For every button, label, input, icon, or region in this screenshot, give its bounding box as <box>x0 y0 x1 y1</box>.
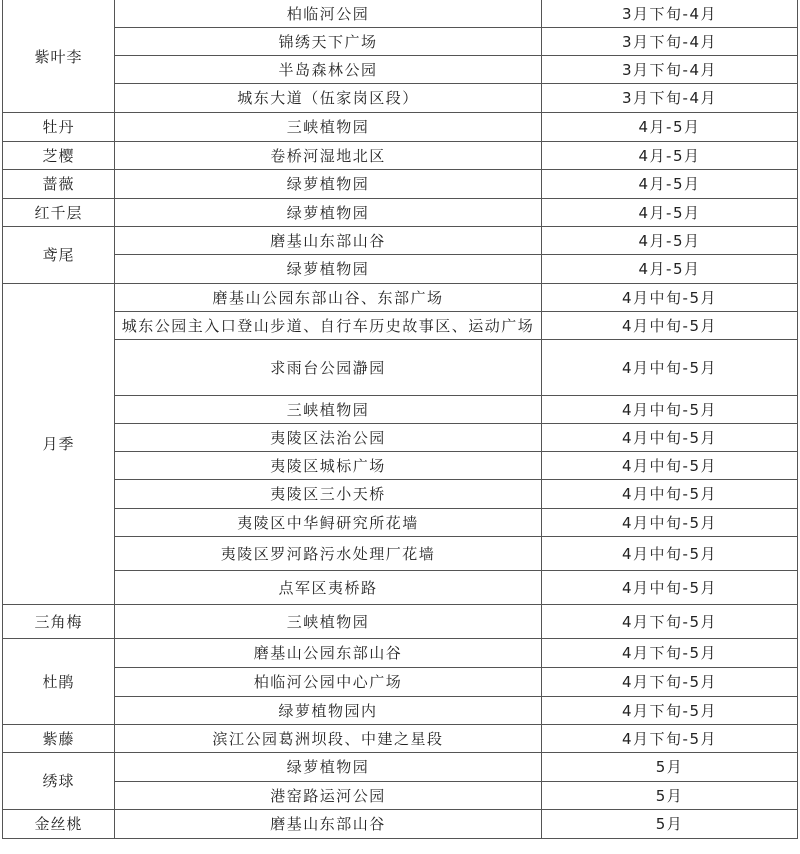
bloom-period-cell: 4月-5月 <box>542 255 798 284</box>
bloom-period-cell: 4月中旬-5月 <box>542 480 798 509</box>
bloom-period-cell: 4月中旬-5月 <box>542 537 798 571</box>
location-cell: 城东大道（伍家岗区段） <box>115 84 542 113</box>
bloom-period-cell: 4月中旬-5月 <box>542 284 798 312</box>
bloom-period-cell: 4月下旬-5月 <box>542 668 798 697</box>
location-cell: 锦绣天下广场 <box>115 28 542 56</box>
flower-name-cell: 绣球 <box>3 753 115 810</box>
location-cell: 柏临河公园中心广场 <box>115 668 542 697</box>
bloom-period-cell: 3月下旬-4月 <box>542 1 798 28</box>
flower-name-cell: 芝樱 <box>3 142 115 170</box>
table-row <box>3 605 798 639</box>
table-row <box>3 84 798 113</box>
flower-name-cell: 紫叶李 <box>3 1 115 113</box>
flower-name-cell: 紫藤 <box>3 725 115 753</box>
bloom-period-cell: 4月-5月 <box>542 113 798 142</box>
location-cell: 绿萝植物园 <box>115 199 542 227</box>
bloom-period-cell: 5月 <box>542 753 798 782</box>
location-cell: 夷陵区罗河路污水处理厂花墙 <box>115 537 542 571</box>
location-cell: 半岛森林公园 <box>115 56 542 84</box>
table-row <box>3 725 798 753</box>
location-cell: 港窑路运河公园 <box>115 782 542 810</box>
table-row <box>3 509 798 537</box>
location-cell: 三峡植物园 <box>115 396 542 424</box>
location-cell: 磨基山公园东部山谷 <box>115 639 542 668</box>
table-row <box>3 170 798 199</box>
table-row <box>3 480 798 509</box>
flower-name-cell: 鸢尾 <box>3 227 115 284</box>
table-row <box>3 782 798 810</box>
bloom-period-cell: 4月中旬-5月 <box>542 340 798 396</box>
bloom-period-cell: 4月下旬-5月 <box>542 639 798 668</box>
location-cell: 夷陵区中华鲟研究所花墙 <box>115 509 542 537</box>
flower-name-cell: 三角梅 <box>3 605 115 639</box>
bloom-period-cell: 4月中旬-5月 <box>542 396 798 424</box>
bloom-period-cell: 5月 <box>542 782 798 810</box>
bloom-period-cell: 5月 <box>542 810 798 839</box>
table-row <box>3 396 798 424</box>
table-row <box>3 28 798 56</box>
location-cell: 磨基山公园东部山谷、东部广场 <box>115 284 542 312</box>
table-row <box>3 639 798 668</box>
table-row <box>3 697 798 725</box>
bloom-period-cell: 4月中旬-5月 <box>542 452 798 480</box>
table-body <box>3 1 798 839</box>
bloom-period-cell: 4月下旬-5月 <box>542 725 798 753</box>
table-row <box>3 255 798 284</box>
location-cell: 夷陵区法治公园 <box>115 424 542 452</box>
bloom-period-cell: 4月中旬-5月 <box>542 509 798 537</box>
bloom-period-cell: 3月下旬-4月 <box>542 28 798 56</box>
table-row <box>3 753 798 782</box>
bloom-period-cell: 4月-5月 <box>542 170 798 199</box>
flower-name-cell: 月季 <box>3 284 115 605</box>
table-row <box>3 284 798 312</box>
table-row <box>3 452 798 480</box>
location-cell: 柏临河公园 <box>115 1 542 28</box>
table-row <box>3 424 798 452</box>
table-row <box>3 668 798 697</box>
table-row <box>3 340 798 396</box>
location-cell: 三峡植物园 <box>115 605 542 639</box>
location-cell: 滨江公园葛洲坝段、中建之星段 <box>115 725 542 753</box>
bloom-period-cell: 4月-5月 <box>542 199 798 227</box>
table-row <box>3 571 798 605</box>
location-cell: 三峡植物园 <box>115 113 542 142</box>
table-row <box>3 142 798 170</box>
bloom-period-cell: 3月下旬-4月 <box>542 56 798 84</box>
location-cell: 城东公园主入口登山步道、自行车历史故事区、运动广场 <box>115 312 542 340</box>
bloom-period-cell: 4月-5月 <box>542 142 798 170</box>
location-cell: 绿萝植物园内 <box>115 697 542 725</box>
location-cell: 绿萝植物园 <box>115 753 542 782</box>
table-row <box>3 227 798 255</box>
table-row <box>3 199 798 227</box>
bloom-period-cell: 4月下旬-5月 <box>542 697 798 725</box>
bloom-period-cell: 4月中旬-5月 <box>542 424 798 452</box>
flower-viewing-table <box>2 0 798 839</box>
flower-name-cell: 杜鹃 <box>3 639 115 725</box>
location-cell: 磨基山东部山谷 <box>115 810 542 839</box>
location-cell: 求雨台公园瀞园 <box>115 340 542 396</box>
location-cell: 夷陵区三小天桥 <box>115 480 542 509</box>
location-cell: 夷陵区城标广场 <box>115 452 542 480</box>
table-row <box>3 113 798 142</box>
flower-name-cell: 蔷薇 <box>3 170 115 199</box>
location-cell: 绿萝植物园 <box>115 255 542 284</box>
flower-name-cell: 金丝桃 <box>3 810 115 839</box>
table-row <box>3 537 798 571</box>
table-row <box>3 1 798 28</box>
location-cell: 卷桥河湿地北区 <box>115 142 542 170</box>
flower-name-cell: 红千层 <box>3 199 115 227</box>
table-row <box>3 810 798 839</box>
flower-name-cell: 牡丹 <box>3 113 115 142</box>
bloom-period-cell: 4月中旬-5月 <box>542 312 798 340</box>
location-cell: 绿萝植物园 <box>115 170 542 199</box>
location-cell: 磨基山东部山谷 <box>115 227 542 255</box>
table-row <box>3 56 798 84</box>
bloom-period-cell: 3月下旬-4月 <box>542 84 798 113</box>
bloom-period-cell: 4月中旬-5月 <box>542 571 798 605</box>
table-row <box>3 312 798 340</box>
bloom-period-cell: 4月下旬-5月 <box>542 605 798 639</box>
bloom-period-cell: 4月-5月 <box>542 227 798 255</box>
location-cell: 点军区夷桥路 <box>115 571 542 605</box>
